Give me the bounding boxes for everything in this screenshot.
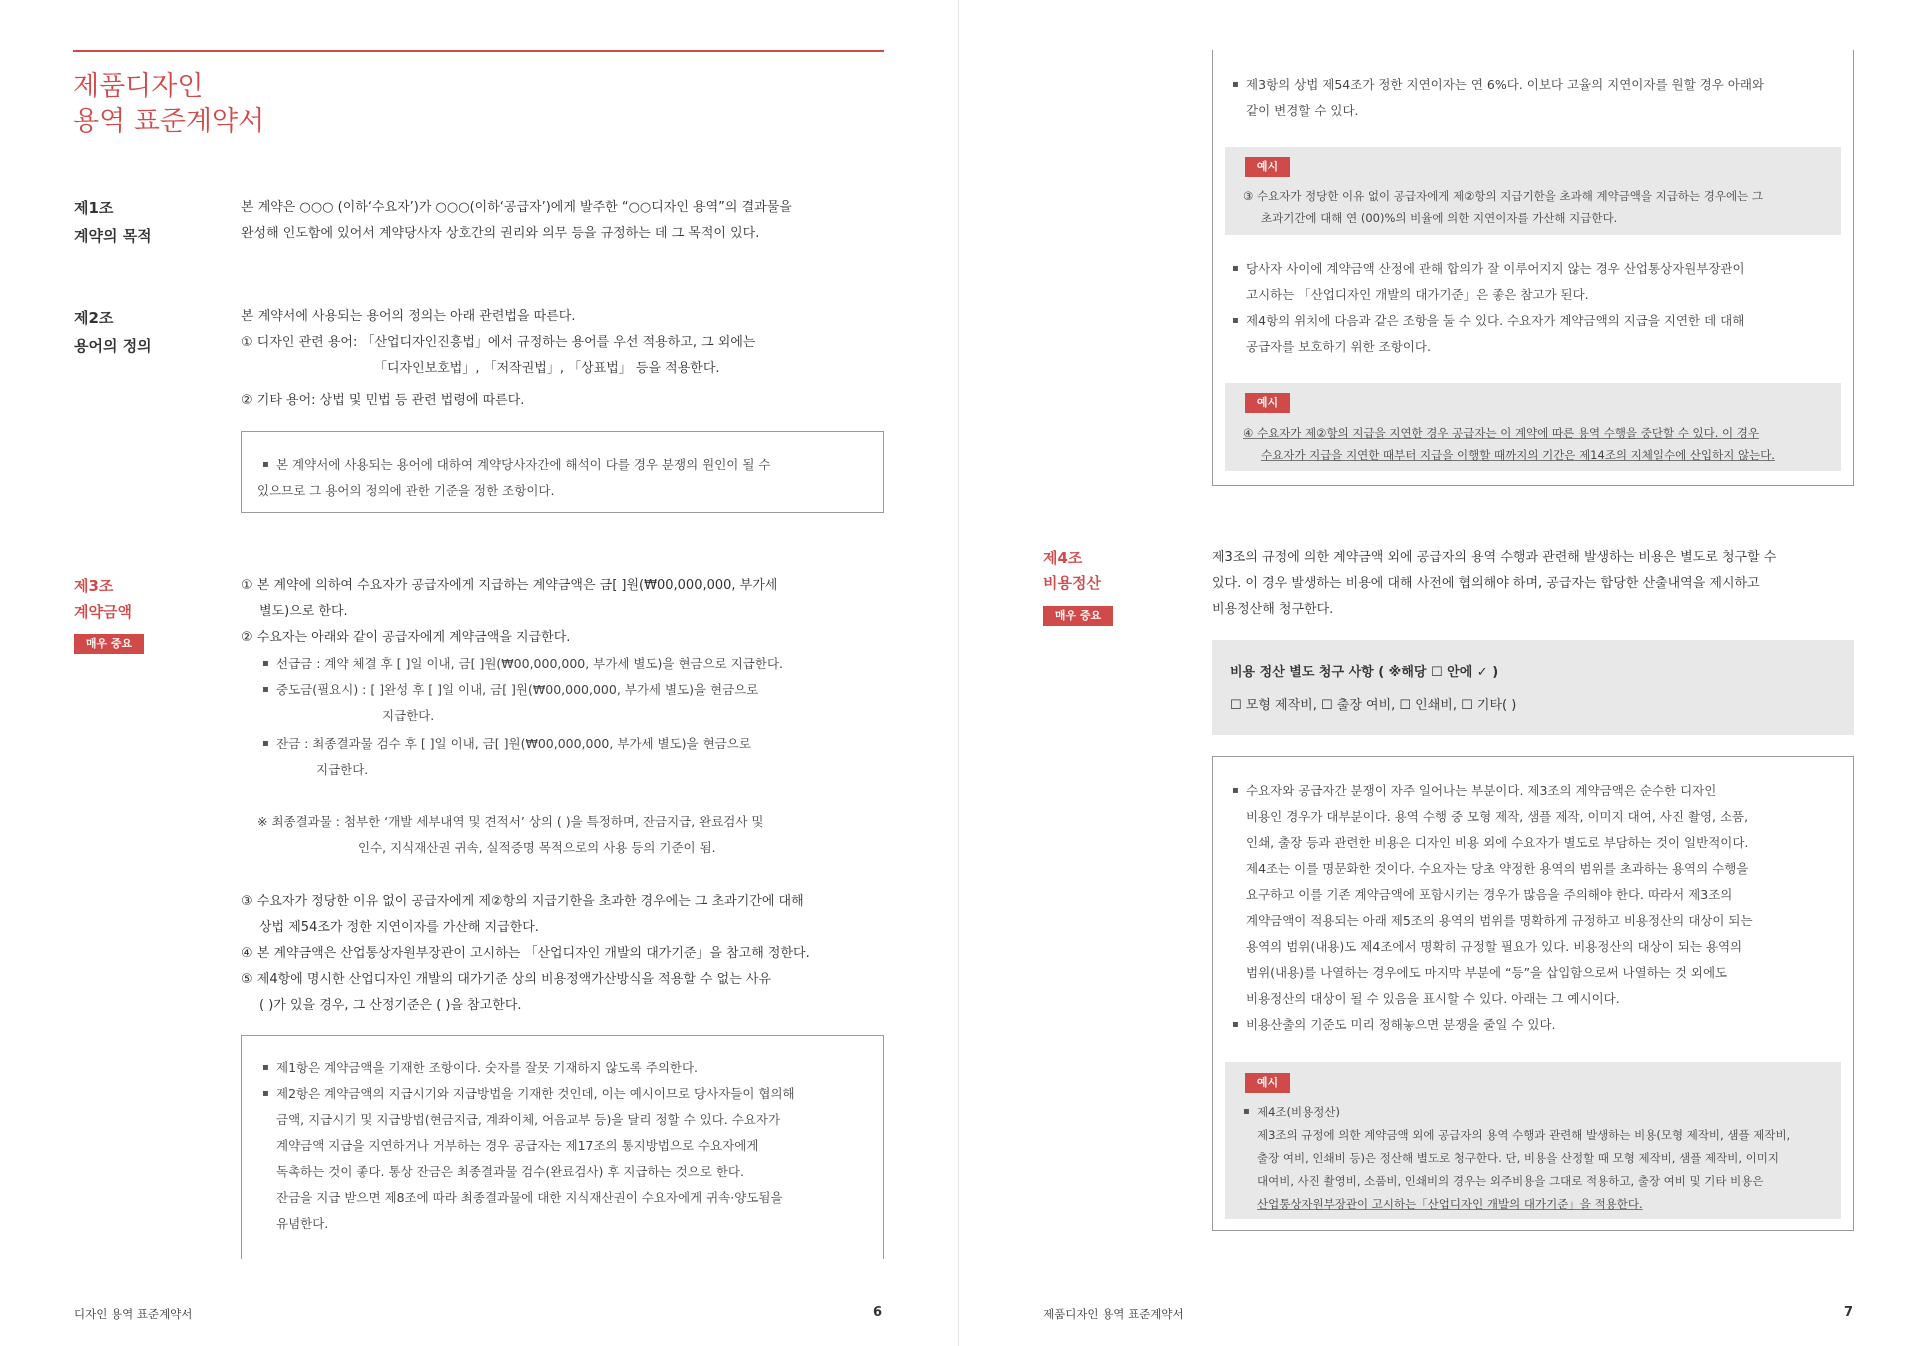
example-3-line-3: 대여비, 사진 촬영비, 소품비, 인쇄비의 경우는 외주비용을 그대로 적용하고, 출장 여비 및 기타 비용은 [1257, 1174, 1764, 1188]
article-3-important-badge: 매우 중요 [74, 634, 144, 654]
article-3-number: 제3조 [74, 577, 114, 595]
example-label-3: 예시 [1245, 1073, 1290, 1093]
article-3-line-6: 상법 제54조가 정한 지연이자를 가산해 지급한다. [259, 920, 539, 935]
right-footer-title: 제품디자인 용역 표준계약서 [1043, 1307, 1184, 1321]
article-3-note-4: 계약금액 지급을 지연하거나 거부하는 경우 공급자는 제17조의 통지방법으로 수요자에게 [276, 1138, 759, 1153]
article-4-note-7: 용역의 범위(내용)도 제4조에서 명확히 규정할 필요가 있다. 비용정산의 대상이 되는 용역의 [1246, 939, 1743, 954]
title-rule [73, 50, 884, 52]
article-3-sub-2a: ▪ 중도금(필요시) : [ ]완성 후 [ ]일 이내, 금[ ]원(₩00,000,000, 부가세 별도)을 현금으로 [276, 677, 758, 703]
example-3-line-4: 산업통상자원부장관이 고시하는「산업디자인 개발의 대가기준」을 적용한다. [1257, 1197, 1643, 1211]
continued-note-4: 고시하는 「산업디자인 개발의 대가기준」은 좋은 참고가 된다. [1246, 287, 1589, 302]
article-3-sub-3b: 지급한다. [316, 762, 369, 777]
article-2-line-3: 「디자인보호법」, 「저작권법」, 「상표법」 등을 적용한다. [374, 361, 720, 376]
article-4-note-5: 요구하고 이를 기존 계약금액에 포함시키는 경우가 많음을 주의해야 한다. 따라서 제3조의 [1246, 887, 1733, 902]
article-3-note-7: 유념한다. [276, 1216, 329, 1231]
article-4-body-1: 제3조의 규정에 의한 계약금액 외에 공급자의 용역 수행과 관련해 발생하는 비용은 별도로 청구할 수 [1212, 550, 1777, 565]
example-label-2: 예시 [1245, 393, 1290, 413]
article-2-name: 용어의 정의 [74, 337, 152, 355]
article-3-name: 계약금액 [74, 603, 132, 621]
article-3-line-5: ③ 수요자가 정당한 이유 없이 공급자에게 제②항의 지급기한을 초과한 경우에는 그 초과기간에 대해 [241, 894, 804, 909]
title-line-1: 제품디자인 [73, 71, 204, 102]
article-3-line-8: ⑤ 제4항에 명시한 산업디자인 개발의 대가기준 상의 비용정액가산방식을 적용할 수 없는 사유 [241, 972, 772, 987]
article-3-line-2: 별도)으로 한다. [259, 604, 348, 619]
article-4-body-2: 있다. 이 경우 발생하는 비용에 대해 사전에 협의해야 하며, 공급자는 합당한 산출내역을 제시하고 [1212, 576, 1760, 591]
title-line-2: 용역 표준계약서 [73, 106, 265, 137]
article-4-number: 제4조 [1043, 549, 1083, 567]
article-3-note-6: 잔금을 지급 받으면 제8조에 따라 최종결과물에 대한 지식재산권이 수요자에게 귀속·양도됨을 [276, 1190, 783, 1205]
article-1-name: 계약의 목적 [74, 227, 152, 245]
continued-note-1: ▪ 제3항의 상법 제54조가 정한 지연이자는 연 6%다. 이보다 고율의 지연이자를 원할 경우 아래와 [1246, 72, 1764, 98]
article-4-note-2: 비용인 경우가 대부분이다. 용역 수행 중 모형 제작, 샘플 제작, 이미지 대여, 사진 촬영, 소품, [1246, 809, 1749, 824]
article-3-sub-1: ▪ 선급금 : 계약 체결 후 [ ]일 이내, 금[ ]원(₩00,000,000, 부가세 별도)을 현금으로 지급한다. [276, 651, 783, 677]
article-4-note-4: 제4조는 이를 명문화한 것이다. 수요자는 당초 약정한 용역의 범위를 초과하는 용역의 수행을 [1246, 861, 1749, 876]
article-4-note-8: 범위(내용)를 나열하는 경우에도 마지막 부분에 “등”을 삽입함으로써 나열하는 것 외에도 [1246, 965, 1728, 980]
article-4-note-10: ▪ 비용산출의 기준도 미리 정해놓으면 분쟁을 줄일 수 있다. [1246, 1012, 1556, 1038]
right-page-number: 7 [1844, 1305, 1854, 1320]
expense-checklist-items[interactable]: ☐ 모형 제작비, ☐ 출장 여비, ☐ 인쇄비, ☐ 기타( ) [1230, 698, 1517, 713]
article-3-remark-1: ※ 최종결과물 : 첨부한 ‘개발 세부내역 및 견적서’ 상의 ( )을 특정하며, 잔금지급, 완료검사 및 [257, 814, 764, 829]
article-2-note-2: 있으므로 그 용어의 정의에 관한 기준을 정한 조항이다. [257, 483, 555, 498]
article-1-number: 제1조 [74, 199, 114, 217]
article-3-sub-3a: ▪ 잔금 : 최종결과물 검수 후 [ ]일 이내, 금[ ]원(₩00,000,000, 부가세 별도)을 현금으로 [276, 731, 751, 757]
example-1-line-1: ③ 수요자가 정당한 이유 없이 공급자에게 제②항의 지급기한을 초과해 계약금액을 지급하는 경우에는 그 [1243, 189, 1763, 203]
article-4-body-3: 비용정산해 청구한다. [1212, 602, 1334, 617]
article-4-note-9: 비용정산의 대상이 될 수 있음을 표시할 수 있다. 아래는 그 예시이다. [1246, 991, 1620, 1006]
example-label-1: 예시 [1245, 157, 1290, 177]
example-2-line-2: 수요자가 지급을 지연한 때부터 지급을 이행할 때까지의 기간은 제14조의 지체일수에 산입하지 않는다. [1261, 448, 1775, 462]
article-3-remark-2: 인수, 지식재산권 귀속, 실적증명 목적으로의 사용 등의 기준이 됨. [358, 840, 716, 855]
example-1-line-2: 초과기간에 대해 연 (00)%의 비율에 의한 지연이자를 가산해 지급한다. [1261, 211, 1618, 225]
article-1-body-1: 본 계약은 ○○○ (이하‘수요자’)가 ○○○(이하‘공급자’)에게 발주한 “○○디자인 용역”의 결과물을 [241, 200, 792, 215]
article-3-note-1: ▪ 제1항은 계약금액을 기재한 조항이다. 숫자를 잘못 기재하지 않도록 주의한다. [276, 1055, 698, 1081]
continued-note-5: ▪ 제4항의 위치에 다음과 같은 조항을 둘 수 있다. 수요자가 계약금액의 지급을 지연한 데 대해 [1246, 308, 1744, 334]
article-3-line-9: ( )가 있을 경우, 그 산정기준은 ( )을 참고한다. [259, 998, 522, 1013]
article-3-note-2: ▪ 제2항은 계약금액의 지급시기와 지급방법을 기재한 것인데, 이는 예시이므로 당사자들이 협의해 [276, 1081, 795, 1107]
article-4-name: 비용정산 [1043, 574, 1101, 592]
continued-note-6: 공급자를 보호하기 위한 조항이다. [1246, 339, 1431, 354]
article-2-line-4: ② 기타 용어: 상법 및 민법 등 관련 법령에 따른다. [241, 393, 525, 408]
article-3-note-3: 금액, 지급시기 및 지급방법(현금지급, 계좌이체, 어음교부 등)을 달리 정할 수 있다. 수요자가 [276, 1112, 781, 1127]
continued-note-3: ▪ 당사자 사이에 계약금액 산정에 관해 합의가 잘 이루어지지 않는 경우 산업통상자원부장관이 [1246, 256, 1745, 282]
article-3-note-5: 독촉하는 것이 좋다. 통상 잔금은 최종결과물 검수(완료검사) 후 지급하는 것으로 한다. [276, 1164, 744, 1179]
expense-checklist-title: 비용 정산 별도 청구 사항 ( ※해당 ☐ 안에 ✓ ) [1230, 665, 1499, 680]
article-3-line-3: ② 수요자는 아래와 같이 공급자에게 계약금액을 지급한다. [241, 630, 571, 645]
article-4-note-1: ▪ 수요자와 공급자간 분쟁이 자주 일어나는 부분이다. 제3조의 계약금액은 순수한 디자인 [1246, 778, 1716, 804]
example-2-line-1: ④ 수요자가 제②항의 지급을 지연한 경우 공급자는 이 계약에 따른 용역 수행을 중단할 수 있다. 이 경우 [1243, 426, 1760, 440]
article-2-line-2: ① 디자인 관련 용어: 「산업디자인진흥법」에서 규정하는 용어를 우선 적용하고, 그 외에는 [241, 335, 756, 350]
article-3-line-1: ① 본 계약에 의하여 수요자가 공급자에게 지급하는 계약금액은 금[ ]원(₩00,000,000, 부가세 [241, 578, 778, 593]
continued-note-2: 같이 변경할 수 있다. [1246, 103, 1359, 118]
article-4-important-badge: 매우 중요 [1043, 606, 1113, 626]
article-3-sub-2b: 지급한다. [382, 708, 435, 723]
article-4-note-6: 계약금액이 적용되는 아래 제5조의 용역의 범위를 명확하게 규정하고 비용정산의 대상이 되는 [1246, 913, 1753, 928]
example-3-line-2: 출장 여비, 인쇄비 등)은 정산해 별도로 청구한다. 단, 비용을 산정할 때 모형 제작비, 샘플 제작비, 이미지 [1257, 1151, 1779, 1165]
article-4-note-3: 인쇄, 출장 등과 관련한 비용은 디자인 비용 외에 수요자가 별도로 부담하는 것이 일반적이다. [1246, 835, 1749, 850]
article-2-line-1: 본 계약서에 사용되는 용어의 정의는 아래 관련법을 따른다. [241, 309, 576, 324]
example-3-title: ▪ 제4조(비용정산) [1257, 1101, 1340, 1123]
left-page-number: 6 [873, 1305, 883, 1320]
article-3-line-7: ④ 본 계약금액은 산업통상자원부장관이 고시하는 「산업디자인 개발의 대가기준」을 참고해 정한다. [241, 946, 810, 961]
article-1-body-2: 완성해 인도함에 있어서 계약당사자 상호간의 권리와 의무 등을 규정하는 데 그 목적이 있다. [241, 226, 760, 241]
article-2-note-1: ▪ 본 계약서에 사용되는 용어에 대하여 계약당사자간에 해석이 다를 경우 분쟁의 원인이 될 수 [276, 452, 770, 478]
expense-checklist-box [1212, 640, 1854, 735]
example-3-line-1: 제3조의 규정에 의한 계약금액 외에 공급자의 용역 수행과 관련해 발생하는 비용(모형 제작비, 샘플 제작비, [1257, 1128, 1791, 1142]
article-2-number: 제2조 [74, 309, 114, 327]
left-footer-title: 디자인 용역 표준계약서 [74, 1307, 193, 1321]
right-page [959, 0, 1916, 1346]
